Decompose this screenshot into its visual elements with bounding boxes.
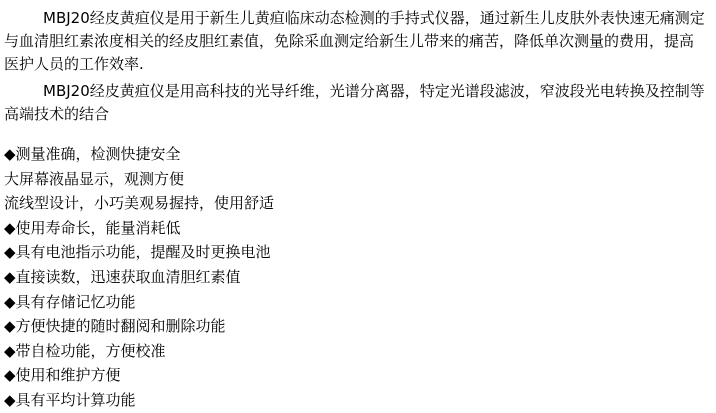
feature-item-memory: ◆具有存储记忆功能 xyxy=(4,292,136,311)
feature-item-accuracy: ◆测量准确，检测快捷安全 xyxy=(4,145,181,163)
feature-item-self-check: ◆带自检功能，方便校准 xyxy=(4,341,166,360)
feature-item-average-calc: ◆具有平均计算功能 xyxy=(4,390,136,409)
feature-item-browse-delete: ◆方便快捷的随时翻阅和删除功能 xyxy=(4,317,226,336)
feature-list xyxy=(4,142,708,413)
feature-item-maintenance: ◆使用和维护方便 xyxy=(4,366,121,385)
technology-paragraph: MBJ20经皮黄疸仪是用高科技的光导纤维，光谱分离器，特定光谱段滤波，窄波段光电转换及控制等高端技术的结合 xyxy=(4,82,705,123)
feature-item-lcd-display: 大屏幕液晶显示，观测方便 xyxy=(4,169,185,188)
feature-item-streamline: 流线型设计，小巧美观易握持，使用舒适 xyxy=(4,194,275,213)
feature-item-direct-read: ◆直接读数，迅速获取血清胆红素值 xyxy=(4,267,241,286)
feature-item-long-life: ◆使用寿命长，能量消耗低 xyxy=(4,218,181,237)
intro-paragraph: MBJ20经皮黄疸仪是用于新生儿黄疸临床动态检测的手持式仪器，通过新生儿皮肤外表快速无痛测定与血清胆红素浓度相关的经皮胆红素值，免除采血测定给新生儿带来的痛苦，降低单次测量的费用，提高医护人员的工作效率. xyxy=(4,9,705,73)
feature-item-battery: ◆具有电池指示功能，提醒及时更换电池 xyxy=(4,243,271,262)
